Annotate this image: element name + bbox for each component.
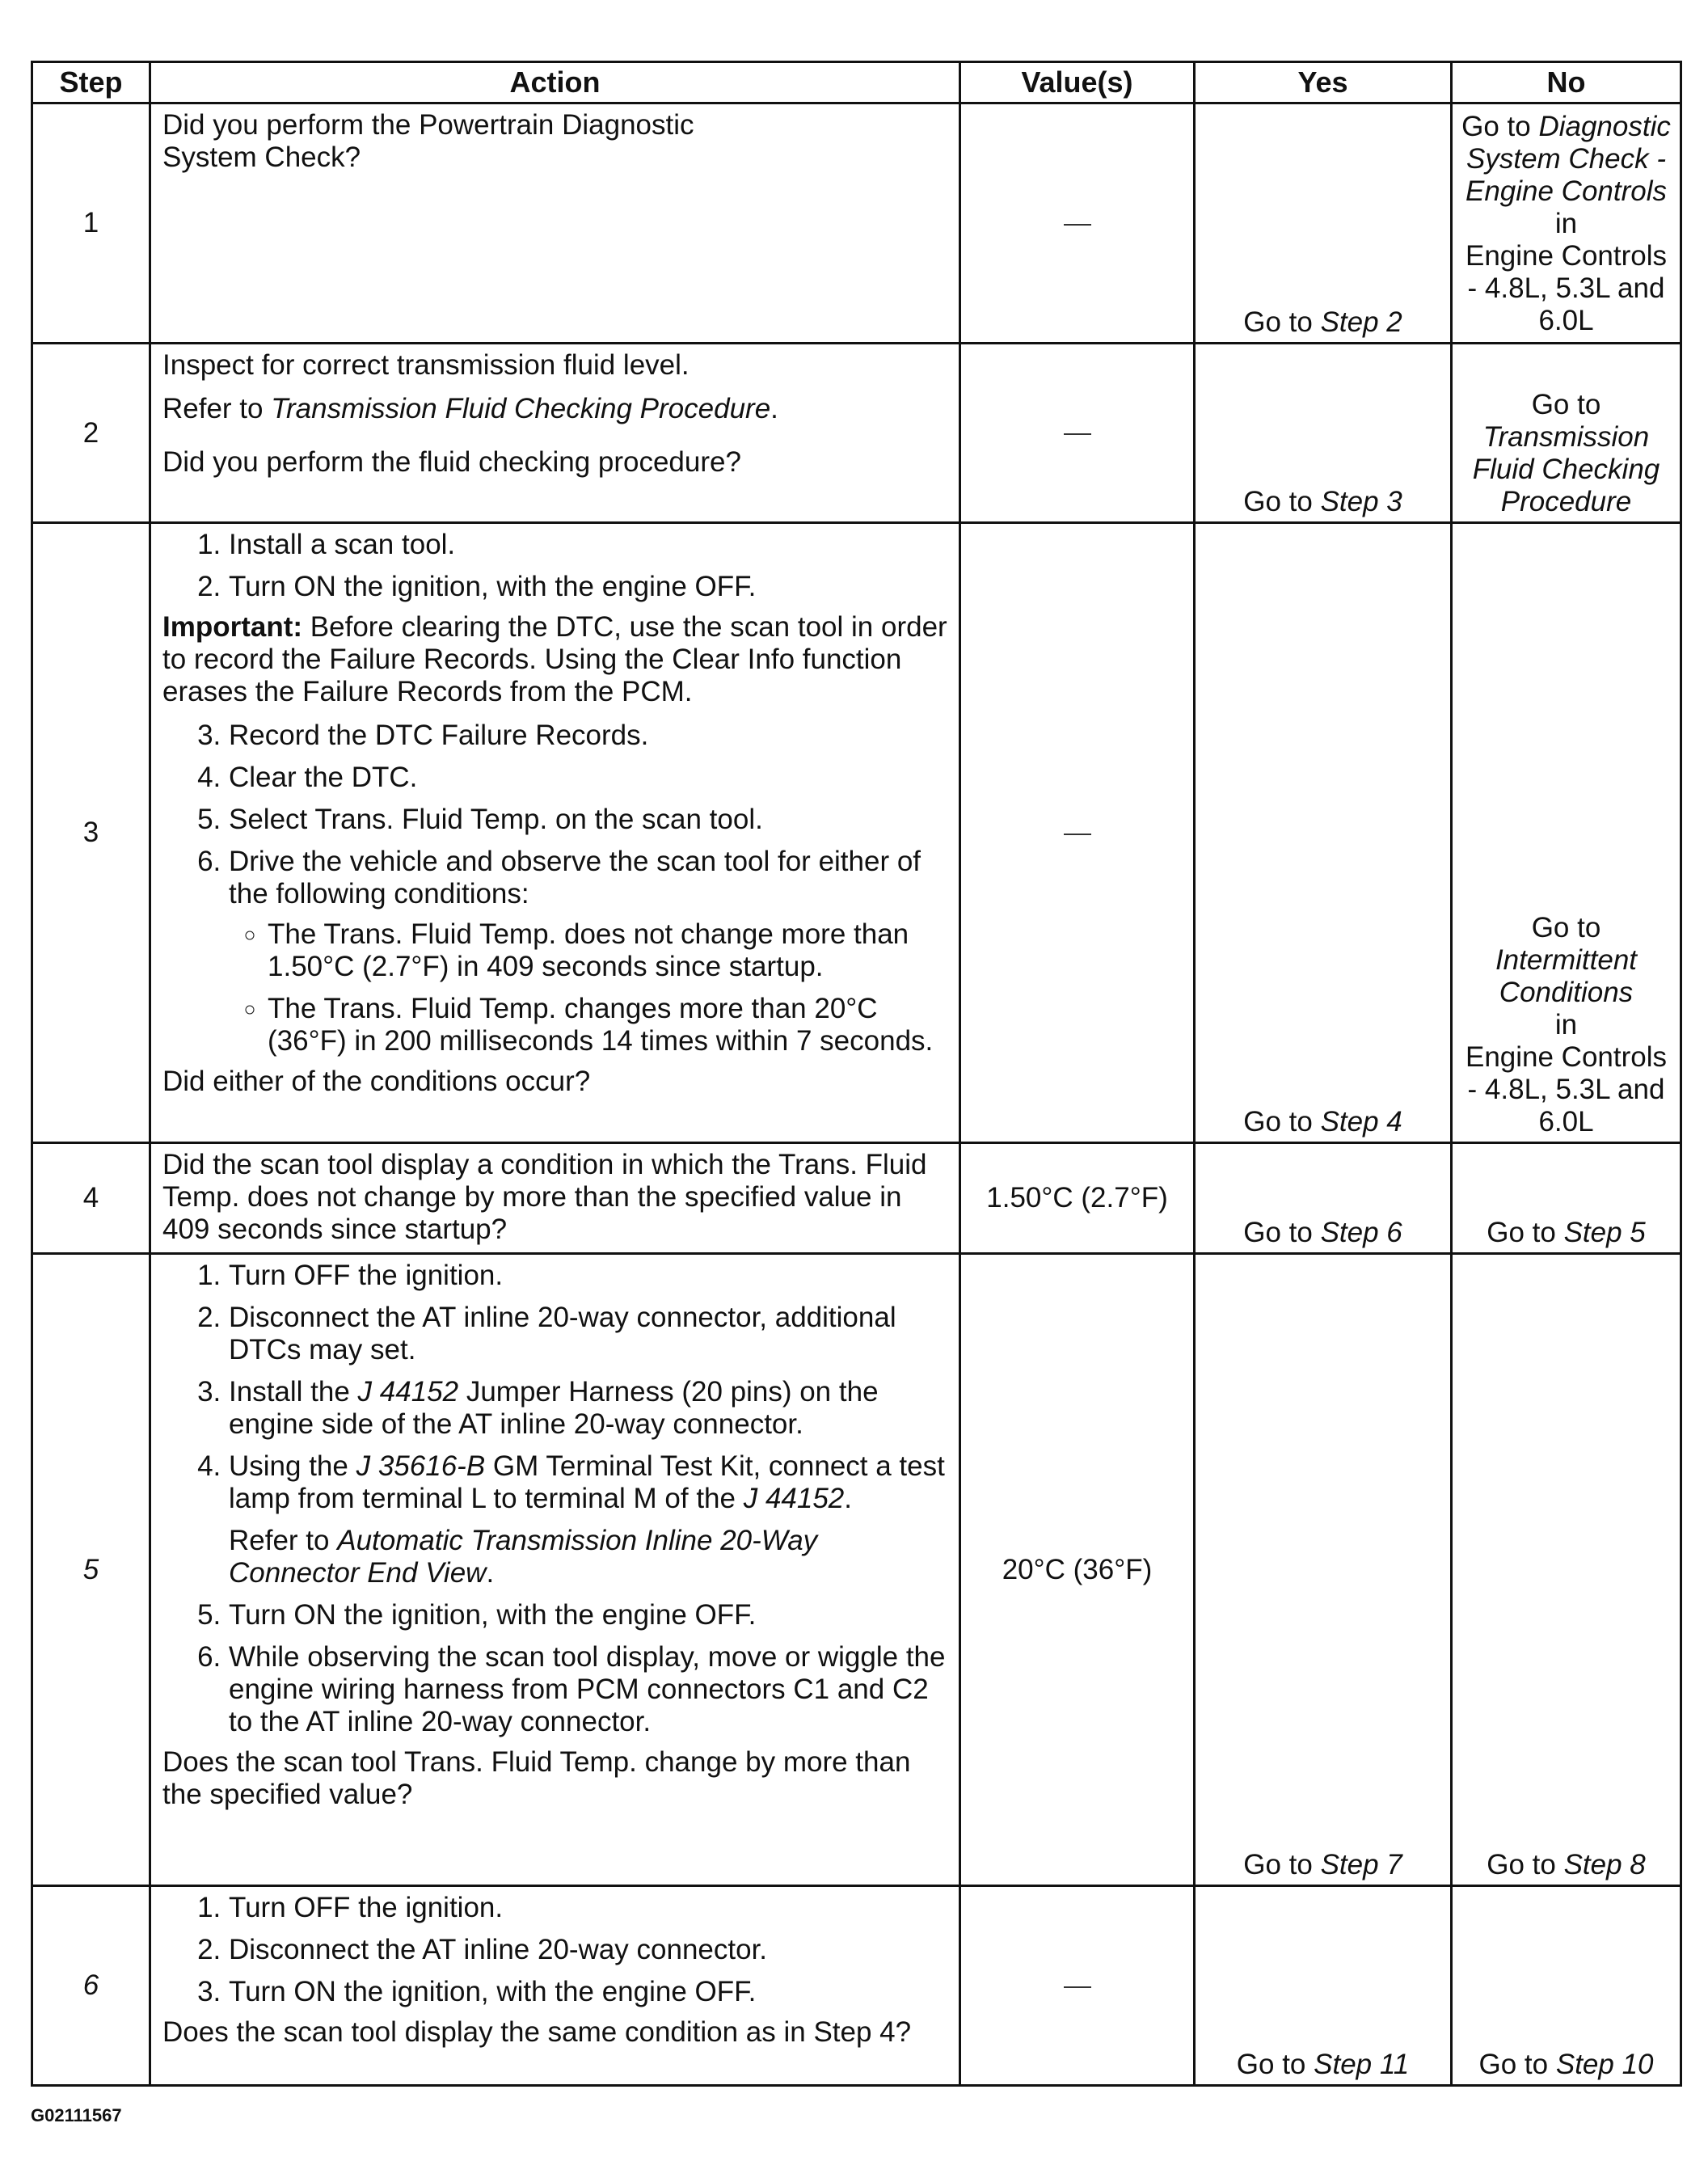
action-list-a: 1. Install a scan tool. 2. Turn ON the ignition, with the engine OFF.	[162, 529, 949, 603]
header-row	[32, 62, 1681, 103]
step-number: 1	[32, 103, 150, 344]
table-row-step-6	[32, 1886, 1681, 2086]
refer-note: Refer to Automatic Transmission Inline 20-Way Connector End View.	[229, 1525, 818, 1589]
header-yes: Yes	[1195, 62, 1452, 103]
yes-ref: Step 3	[1320, 486, 1402, 517]
no-cell: Go to Transmission Fluid Checking Procedure	[1452, 344, 1681, 523]
header-no: No	[1452, 62, 1681, 103]
action-cell	[150, 523, 960, 1143]
no-cell: Go to Step 5	[1452, 1143, 1681, 1254]
yes-ref: Step 7	[1320, 1849, 1402, 1880]
action-question: Did the scan tool display a condition in which the Trans. Fluid Temp. does not change by more than the specified value in 409 seconds since startup?	[162, 1149, 927, 1245]
action-question: Does the scan tool display the same condition as in Step 4?	[162, 2016, 912, 2048]
dash-mark	[1064, 1986, 1091, 1988]
action-cell	[150, 1886, 960, 2086]
header-values: Value(s)	[960, 62, 1195, 103]
tool-ref: J 35616-B	[356, 1450, 486, 1482]
yes-ref: Step 6	[1320, 1217, 1402, 1248]
figure-id: G02111567	[31, 2105, 122, 2125]
no-cell: Go to Step 8	[1452, 1254, 1681, 1886]
value-cell	[960, 523, 1195, 1143]
value-cell	[960, 103, 1195, 344]
value-cell: 20°C (36°F)	[960, 1254, 1195, 1886]
action-cell: Inspect for correct transmission fluid level. Refer to Transmission Fluid Checking Procedure. Did you perform the fluid checking procedure?	[150, 344, 960, 523]
action-ref: Transmission Fluid Checking Procedure	[271, 393, 771, 424]
action-cell	[150, 103, 960, 344]
header-action: Action	[150, 62, 960, 103]
no-cell: Go to Intermittent Conditions in Engine Controls - 4.8L, 5.3L and 6.0L	[1452, 523, 1681, 1143]
condition-bullets: ◦ The Trans. Fluid Temp. does not change more than 1.50°C (2.7°F) in 409 seconds since startup. ◦ The Trans. Fluid Temp. changes more than 20°C (36°F) in 200 milliseconds 14 times within 7 seconds.	[229, 918, 949, 1057]
no-cell: Go to Step 10	[1452, 1886, 1681, 2086]
no-cell: Go to Diagnostic System Check - Engine Controls in Engine Controls - 4.8L, 5.3L and 6.0L	[1452, 103, 1681, 344]
important-note: Important: Before clearing the DTC, use the scan tool in order to record the Failure Records. Using the Clear Info function erases the Failure Records from the PCM.	[162, 611, 947, 707]
diagnostic-table	[31, 61, 1682, 2087]
no-ref: Step 5	[1563, 1217, 1646, 1248]
step-number: 4	[32, 1143, 150, 1254]
yes-ref: Step 4	[1320, 1106, 1402, 1138]
yes-cell: Go to Step 6	[1195, 1143, 1452, 1254]
action-question: Did you perform the Powertrain Diagnostic System Check?	[162, 109, 694, 173]
no-manual: Engine Controls - 4.8L, 5.3L and 6.0L	[1465, 1041, 1668, 1138]
step-number: 5	[32, 1254, 150, 1886]
no-ref: Intermittent Conditions	[1495, 944, 1638, 1008]
yes-cell: Go to Step 4	[1195, 523, 1452, 1143]
dash-mark	[1064, 834, 1091, 835]
dash-mark	[1064, 224, 1091, 226]
action-question: Did you perform the fluid checking procedure?	[162, 446, 741, 478]
action-list: 1. Turn OFF the ignition. 2. Disconnect the AT inline 20-way connector, additional DTCs may set. 3. Install the J 44152 Jumper Harness (20 pins) on the engine side of the AT inline 20-way connector. 4. Using the J 35616-B GM Terminal Test Kit, connect a test lamp from terminal L to terminal M of the J 44152. Refer to Automatic Transmission Inline 20-Way Connector End View. 5. Turn ON the ignition, with the engine OFF. 6. While observing the scan tool display, move or wiggle the engine wiring harness from PCM connectors C1 and C2 to the AT inline 20-way connector.	[162, 1260, 949, 1738]
table-row-step-5	[32, 1254, 1681, 1886]
action-list-b: 3. Record the DTC Failure Records. 4. Clear the DTC. 5. Select Trans. Fluid Temp. on the scan tool. 6. Drive the vehicle and observe the scan tool for either of the following conditions: ◦ The Trans. Fluid Temp. does not change more than 1.50°C (2.7°F) in 409 seconds since startup. ◦ The Trans. Fluid Temp. changes more than 20°C (36°F) in 200 milliseconds 14 times within 7 seconds.	[162, 720, 949, 1057]
no-ref: Transmission Fluid Checking Procedure	[1472, 421, 1660, 517]
yes-cell: Go to Step 11	[1195, 1886, 1452, 2086]
tool-ref: J 44152	[357, 1376, 459, 1408]
no-ref: Diagnostic System Check - Engine Controls	[1465, 111, 1671, 207]
value-cell	[960, 344, 1195, 523]
table-row-step-4	[32, 1143, 1681, 1254]
yes-ref: Step 2	[1320, 306, 1402, 338]
table-row-step-3	[32, 523, 1681, 1143]
action-question: Did either of the conditions occur?	[162, 1066, 591, 1097]
yes-ref: Step 11	[1314, 2049, 1410, 2080]
yes-cell: Go to Step 3	[1195, 344, 1452, 523]
value-cell	[960, 1886, 1195, 2086]
yes-cell: Go to Step 7	[1195, 1254, 1452, 1886]
table-row-step-1	[32, 103, 1681, 344]
action-question: Does the scan tool Trans. Fluid Temp. change by more than the specified value?	[162, 1746, 911, 1810]
action-cell	[150, 1254, 960, 1886]
action-cell	[150, 1143, 960, 1254]
table-row-step-2	[32, 344, 1681, 523]
action-list: 1. Turn OFF the ignition. 2. Disconnect the AT inline 20-way connector. 3. Turn ON the ignition, with the engine OFF.	[162, 1892, 949, 2008]
no-ref: Step 10	[1555, 2049, 1654, 2080]
step-number: 6	[32, 1886, 150, 2086]
tool-ref: J 44152	[743, 1483, 845, 1514]
yes-cell: Go to Step 2	[1195, 103, 1452, 344]
no-ref: Step 8	[1563, 1849, 1646, 1880]
no-manual: Engine Controls - 4.8L, 5.3L and 6.0L	[1465, 240, 1668, 336]
header-step: Step	[32, 62, 150, 103]
dash-mark	[1064, 433, 1091, 435]
step-number: 3	[32, 523, 150, 1143]
value-cell: 1.50°C (2.7°F)	[960, 1143, 1195, 1254]
step-number: 2	[32, 344, 150, 523]
